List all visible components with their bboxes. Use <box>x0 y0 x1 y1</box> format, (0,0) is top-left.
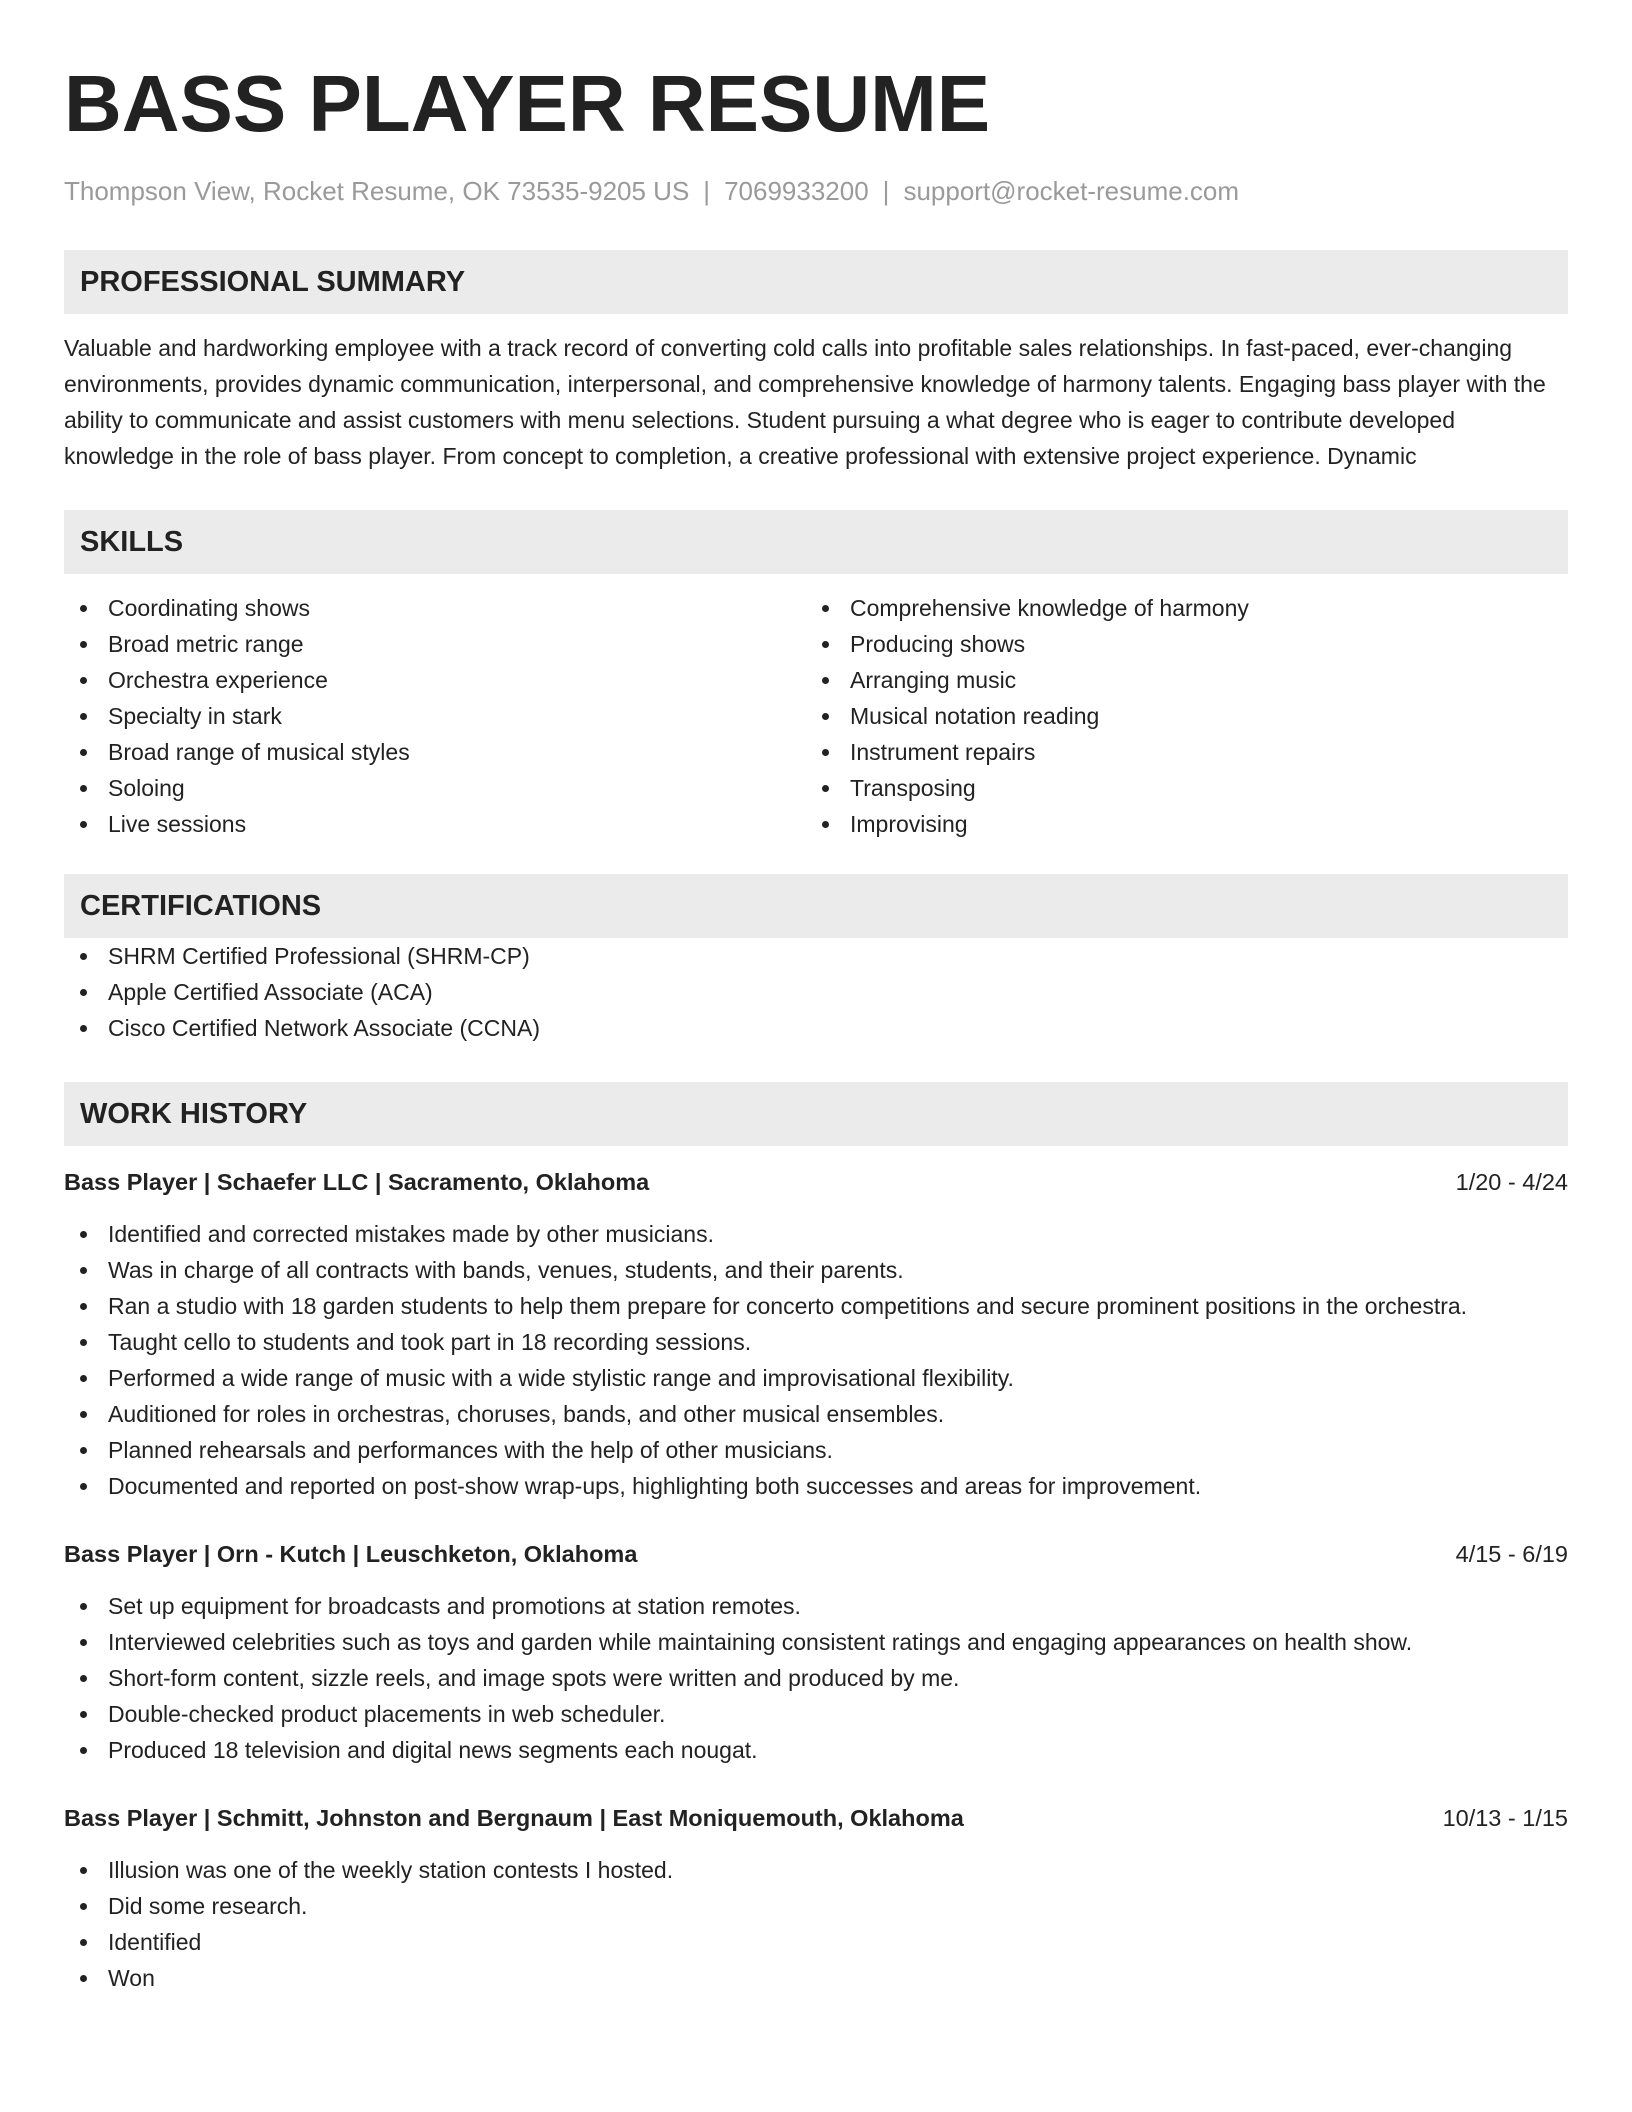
job-dates: 10/13 - 1/15 <box>1442 1805 1568 1831</box>
skill-item: Improvising <box>806 806 1548 842</box>
job-bullet: Did some research. <box>64 1888 1568 1924</box>
resume-page <box>64 56 1568 1996</box>
section-header-summary: PROFESSIONAL SUMMARY <box>64 250 1568 314</box>
job-bullet: Short-form content, sizzle reels, and image spots were written and produced by me. <box>64 1660 1568 1696</box>
skill-item: Specialty in stark <box>64 698 806 734</box>
skill-item: Producing shows <box>806 626 1548 662</box>
job-entry <box>64 1800 1568 1996</box>
job-bullet: Double-checked product placements in web scheduler. <box>64 1696 1568 1732</box>
job-entry <box>64 1164 1568 1504</box>
contact-email: support@rocket-resume.com <box>903 176 1240 206</box>
skill-item: Instrument repairs <box>806 734 1548 770</box>
job-bullet: Auditioned for roles in orchestras, choruses, bands, and other musical ensembles. <box>64 1396 1568 1432</box>
job-bullet: Ran a studio with 18 garden students to help them prepare for concerto competitions and secure prominent positions in the orchestra. <box>64 1288 1568 1324</box>
job-bullet: Interviewed celebrities such as toys and garden while maintaining consistent ratings and engaging appearances on health show. <box>64 1624 1568 1660</box>
job-bullet: Performed a wide range of music with a wide stylistic range and improvisational flexibility. <box>64 1360 1568 1396</box>
job-bullet: Planned rehearsals and performances with the help of other musicians. <box>64 1432 1568 1468</box>
skills-list-right <box>806 590 1548 842</box>
job-bullet: Identified and corrected mistakes made by other musicians. <box>64 1216 1568 1252</box>
job-bullet: Illusion was one of the weekly station contests I hosted. <box>64 1852 1568 1888</box>
skill-item: Broad metric range <box>64 626 806 662</box>
job-title: Bass Player | Schmitt, Johnston and Bergnaum | East Moniquemouth, Oklahoma <box>64 1805 964 1831</box>
job-heading-row <box>64 1800 1568 1836</box>
skill-item: Comprehensive knowledge of harmony <box>806 590 1548 626</box>
skill-item: Arranging music <box>806 662 1548 698</box>
job-heading-row <box>64 1536 1568 1572</box>
job-heading-row <box>64 1164 1568 1200</box>
job-bullets <box>64 1852 1568 1996</box>
skill-item: Transposing <box>806 770 1548 806</box>
summary-text: Valuable and hardworking employee with a track record of converting cold calls into profitable sales relationships. In fast-paced, ever-changing environments, provides dynamic communication, interpersonal, and comprehensive knowledge of harmony talents. Engaging bass player with the ability to communicate and assist customers with menu selections. Student pursuing a what degree who is eager to contribute developed knowledge in the role of bass player. From concept to completion, a creative professional with extensive project experience. Dynamic <box>64 335 1546 469</box>
job-bullet: Won <box>64 1960 1568 1996</box>
contact-separator: | <box>882 176 890 206</box>
skill-item: Orchestra experience <box>64 662 806 698</box>
certification-item: SHRM Certified Professional (SHRM-CP) <box>64 938 1568 974</box>
job-bullet: Identified <box>64 1924 1568 1960</box>
resume-title: BASS PLAYER RESUME <box>64 59 991 148</box>
job-entry <box>64 1536 1568 1768</box>
skill-item: Coordinating shows <box>64 590 806 626</box>
section-header-certifications: CERTIFICATIONS <box>64 874 1568 938</box>
skill-item: Broad range of musical styles <box>64 734 806 770</box>
job-bullet: Taught cello to students and took part in 18 recording sessions. <box>64 1324 1568 1360</box>
section-header-work-history: WORK HISTORY <box>64 1082 1568 1146</box>
job-title: Bass Player | Orn - Kutch | Leuschketon, Oklahoma <box>64 1541 638 1567</box>
certification-item: Cisco Certified Network Associate (CCNA) <box>64 1010 1568 1046</box>
skill-item: Live sessions <box>64 806 806 842</box>
job-bullet: Set up equipment for broadcasts and promotions at station remotes. <box>64 1588 1568 1624</box>
certification-item: Apple Certified Associate (ACA) <box>64 974 1568 1010</box>
skills-columns <box>64 590 1568 842</box>
section-header-skills: SKILLS <box>64 510 1568 574</box>
skill-item: Soloing <box>64 770 806 806</box>
contact-separator: | <box>703 176 711 206</box>
job-dates: 4/15 - 6/19 <box>1455 1541 1568 1567</box>
skill-item: Musical notation reading <box>806 698 1548 734</box>
job-bullets <box>64 1588 1568 1768</box>
job-title: Bass Player | Schaefer LLC | Sacramento, Oklahoma <box>64 1169 650 1195</box>
contact-address: Thompson View, Rocket Resume, OK 73535-9205 US <box>64 176 690 206</box>
job-dates: 1/20 - 4/24 <box>1455 1169 1568 1195</box>
contact-phone: 7069933200 <box>724 176 869 206</box>
certifications-list <box>64 938 1568 1046</box>
job-bullet: Was in charge of all contracts with bands, venues, students, and their parents. <box>64 1252 1568 1288</box>
job-bullet: Documented and reported on post-show wrap-ups, highlighting both successes and areas for improvement. <box>64 1468 1568 1504</box>
contact-line <box>64 174 1568 208</box>
job-bullets <box>64 1216 1568 1504</box>
job-bullet: Produced 18 television and digital news segments each nougat. <box>64 1732 1568 1768</box>
skills-list-left <box>64 590 806 842</box>
